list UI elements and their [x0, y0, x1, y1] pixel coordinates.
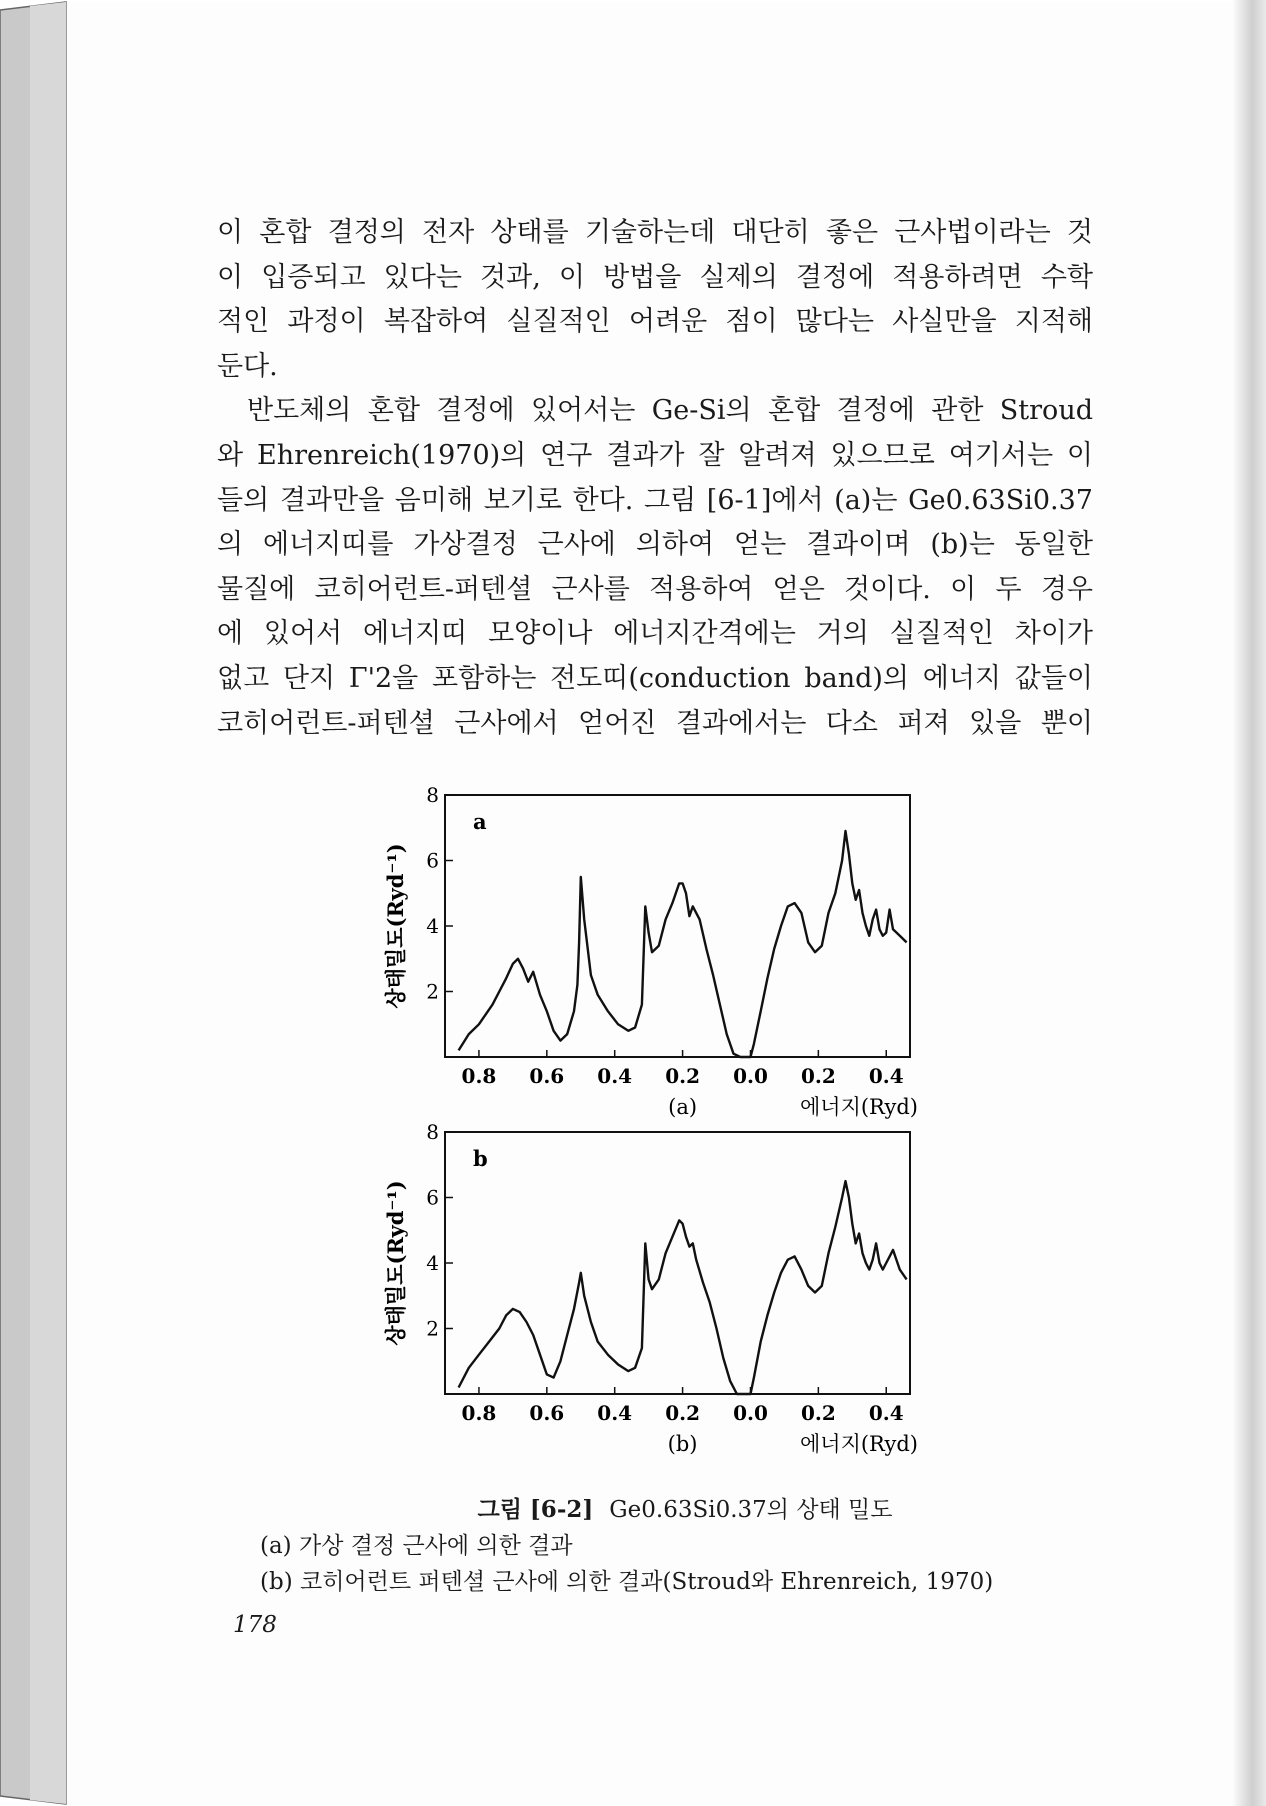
y-tick-label: 2	[426, 1316, 439, 1341]
chart-panel-a	[383, 783, 918, 1119]
density-of-states-figure	[380, 780, 940, 1480]
book-spine-edge	[0, 0, 70, 1806]
y-tick-label: 2	[426, 979, 439, 1004]
body-text	[217, 211, 1093, 746]
series-line-a	[459, 831, 907, 1057]
text-line: 에 있어서 에너지띠 모양이나 에너지간격에는 거의 실질적인 차이가	[217, 618, 1093, 650]
x-axis-label: 에너지(Ryd)	[800, 1095, 918, 1119]
x-tick-label: 0.4	[868, 1401, 904, 1425]
caption-figure-label: 그림 [6-2]	[477, 1496, 594, 1523]
y-tick-label: 8	[426, 783, 439, 807]
y-tick-label: 4	[426, 914, 439, 938]
x-tick-label: 0.8	[461, 1401, 497, 1425]
x-tick-label: 0.6	[529, 1064, 565, 1088]
x-tick-label: 0.0	[733, 1401, 768, 1425]
text-line: 이 입증되고 있다는 것과, 이 방법을 실제의 결정에 적용하려면 수학	[217, 261, 1093, 293]
y-tick-label: 8	[426, 1120, 439, 1144]
y-tick-label: 6	[426, 848, 439, 873]
text-line: 와 Ehrenreich(1970)의 연구 결과가 잘 알려져 있으므로 여기서는 이	[217, 439, 1093, 471]
panel-sublabel: (b)	[667, 1432, 698, 1456]
caption-line-b: (b) 코히어런트 퍼텐셜 근사에 의한 결과(Stroud와 Ehrenreich, 1970)	[260, 1569, 994, 1595]
text-line: 들의 결과만을 음미해 보기로 한다. 그림 [6-1]에서 (a)는 Ge0.63Si0.37	[217, 484, 1093, 516]
x-tick-label: 0.8	[461, 1064, 497, 1088]
panel-sublabel: (a)	[668, 1095, 698, 1119]
caption-line-a: (a) 가상 결정 근사에 의한 결과	[260, 1533, 573, 1559]
text-line: 이 혼합 결정의 전자 상태를 기술하는데 대단히 좋은 근사법이라는 것	[217, 217, 1093, 248]
x-tick-label: 0.2	[665, 1064, 700, 1088]
page-number: 178	[233, 1612, 277, 1638]
plot-frame	[445, 795, 910, 1057]
x-tick-label: 0.2	[665, 1401, 700, 1425]
x-tick-label: 0.0	[733, 1064, 768, 1088]
caption-title	[260, 1492, 1110, 1528]
y-axis-label: 상태밀도(Ryd⁻¹)	[383, 1180, 408, 1346]
x-tick-label: 0.4	[597, 1401, 633, 1425]
paragraph-1	[217, 211, 1093, 389]
y-axis-label: 상태밀도(Ryd⁻¹)	[383, 843, 408, 1009]
page-right-shadow	[1232, 0, 1266, 1806]
text-line: 반도체의 혼합 결정에 있어서는 Ge-Si의 혼합 결정에 관한 Stroud	[247, 395, 1093, 427]
x-tick-label: 0.4	[868, 1064, 904, 1088]
text-line: 적인 과정이 복잡하여 실질적인 어려운 점이 많다는 사실만을 지적해	[217, 306, 1093, 338]
paragraph-2	[217, 389, 1093, 746]
text-line: 의 에너지띠를 가상결정 근사에 의하여 얻는 결과이며 (b)는 동일한	[217, 529, 1093, 561]
text-line: 둔다.	[217, 350, 278, 382]
x-axis-label: 에너지(Ryd)	[800, 1432, 918, 1456]
plot-frame	[445, 1132, 910, 1394]
y-tick-label: 6	[426, 1185, 439, 1210]
caption-title-text: Ge0.63Si0.37의 상태 밀도	[609, 1497, 893, 1523]
text-line: 물질에 코히어런트-퍼텐셜 근사를 적용하여 얻은 것이다. 이 두 경우	[217, 573, 1093, 605]
x-tick-label: 0.6	[529, 1401, 565, 1425]
text-line: 없고 단지 Γ'2을 포함하는 전도띠(conduction band)의 에너지 값들이	[217, 662, 1093, 694]
x-tick-label: 0.2	[800, 1064, 836, 1088]
y-tick-label: 4	[426, 1251, 439, 1275]
text-line: 코히어런트-퍼텐셜 근사에서 얻어진 결과에서는 다소 퍼져 있을 뿐이	[217, 707, 1093, 739]
panel-label: a	[473, 809, 487, 834]
series-line-b	[459, 1181, 907, 1394]
x-tick-label: 0.4	[597, 1064, 633, 1088]
x-tick-label: 0.2	[800, 1401, 836, 1425]
chart-panel-b	[383, 1120, 918, 1456]
panel-label: b	[473, 1146, 488, 1171]
figure-caption	[260, 1492, 1110, 1600]
